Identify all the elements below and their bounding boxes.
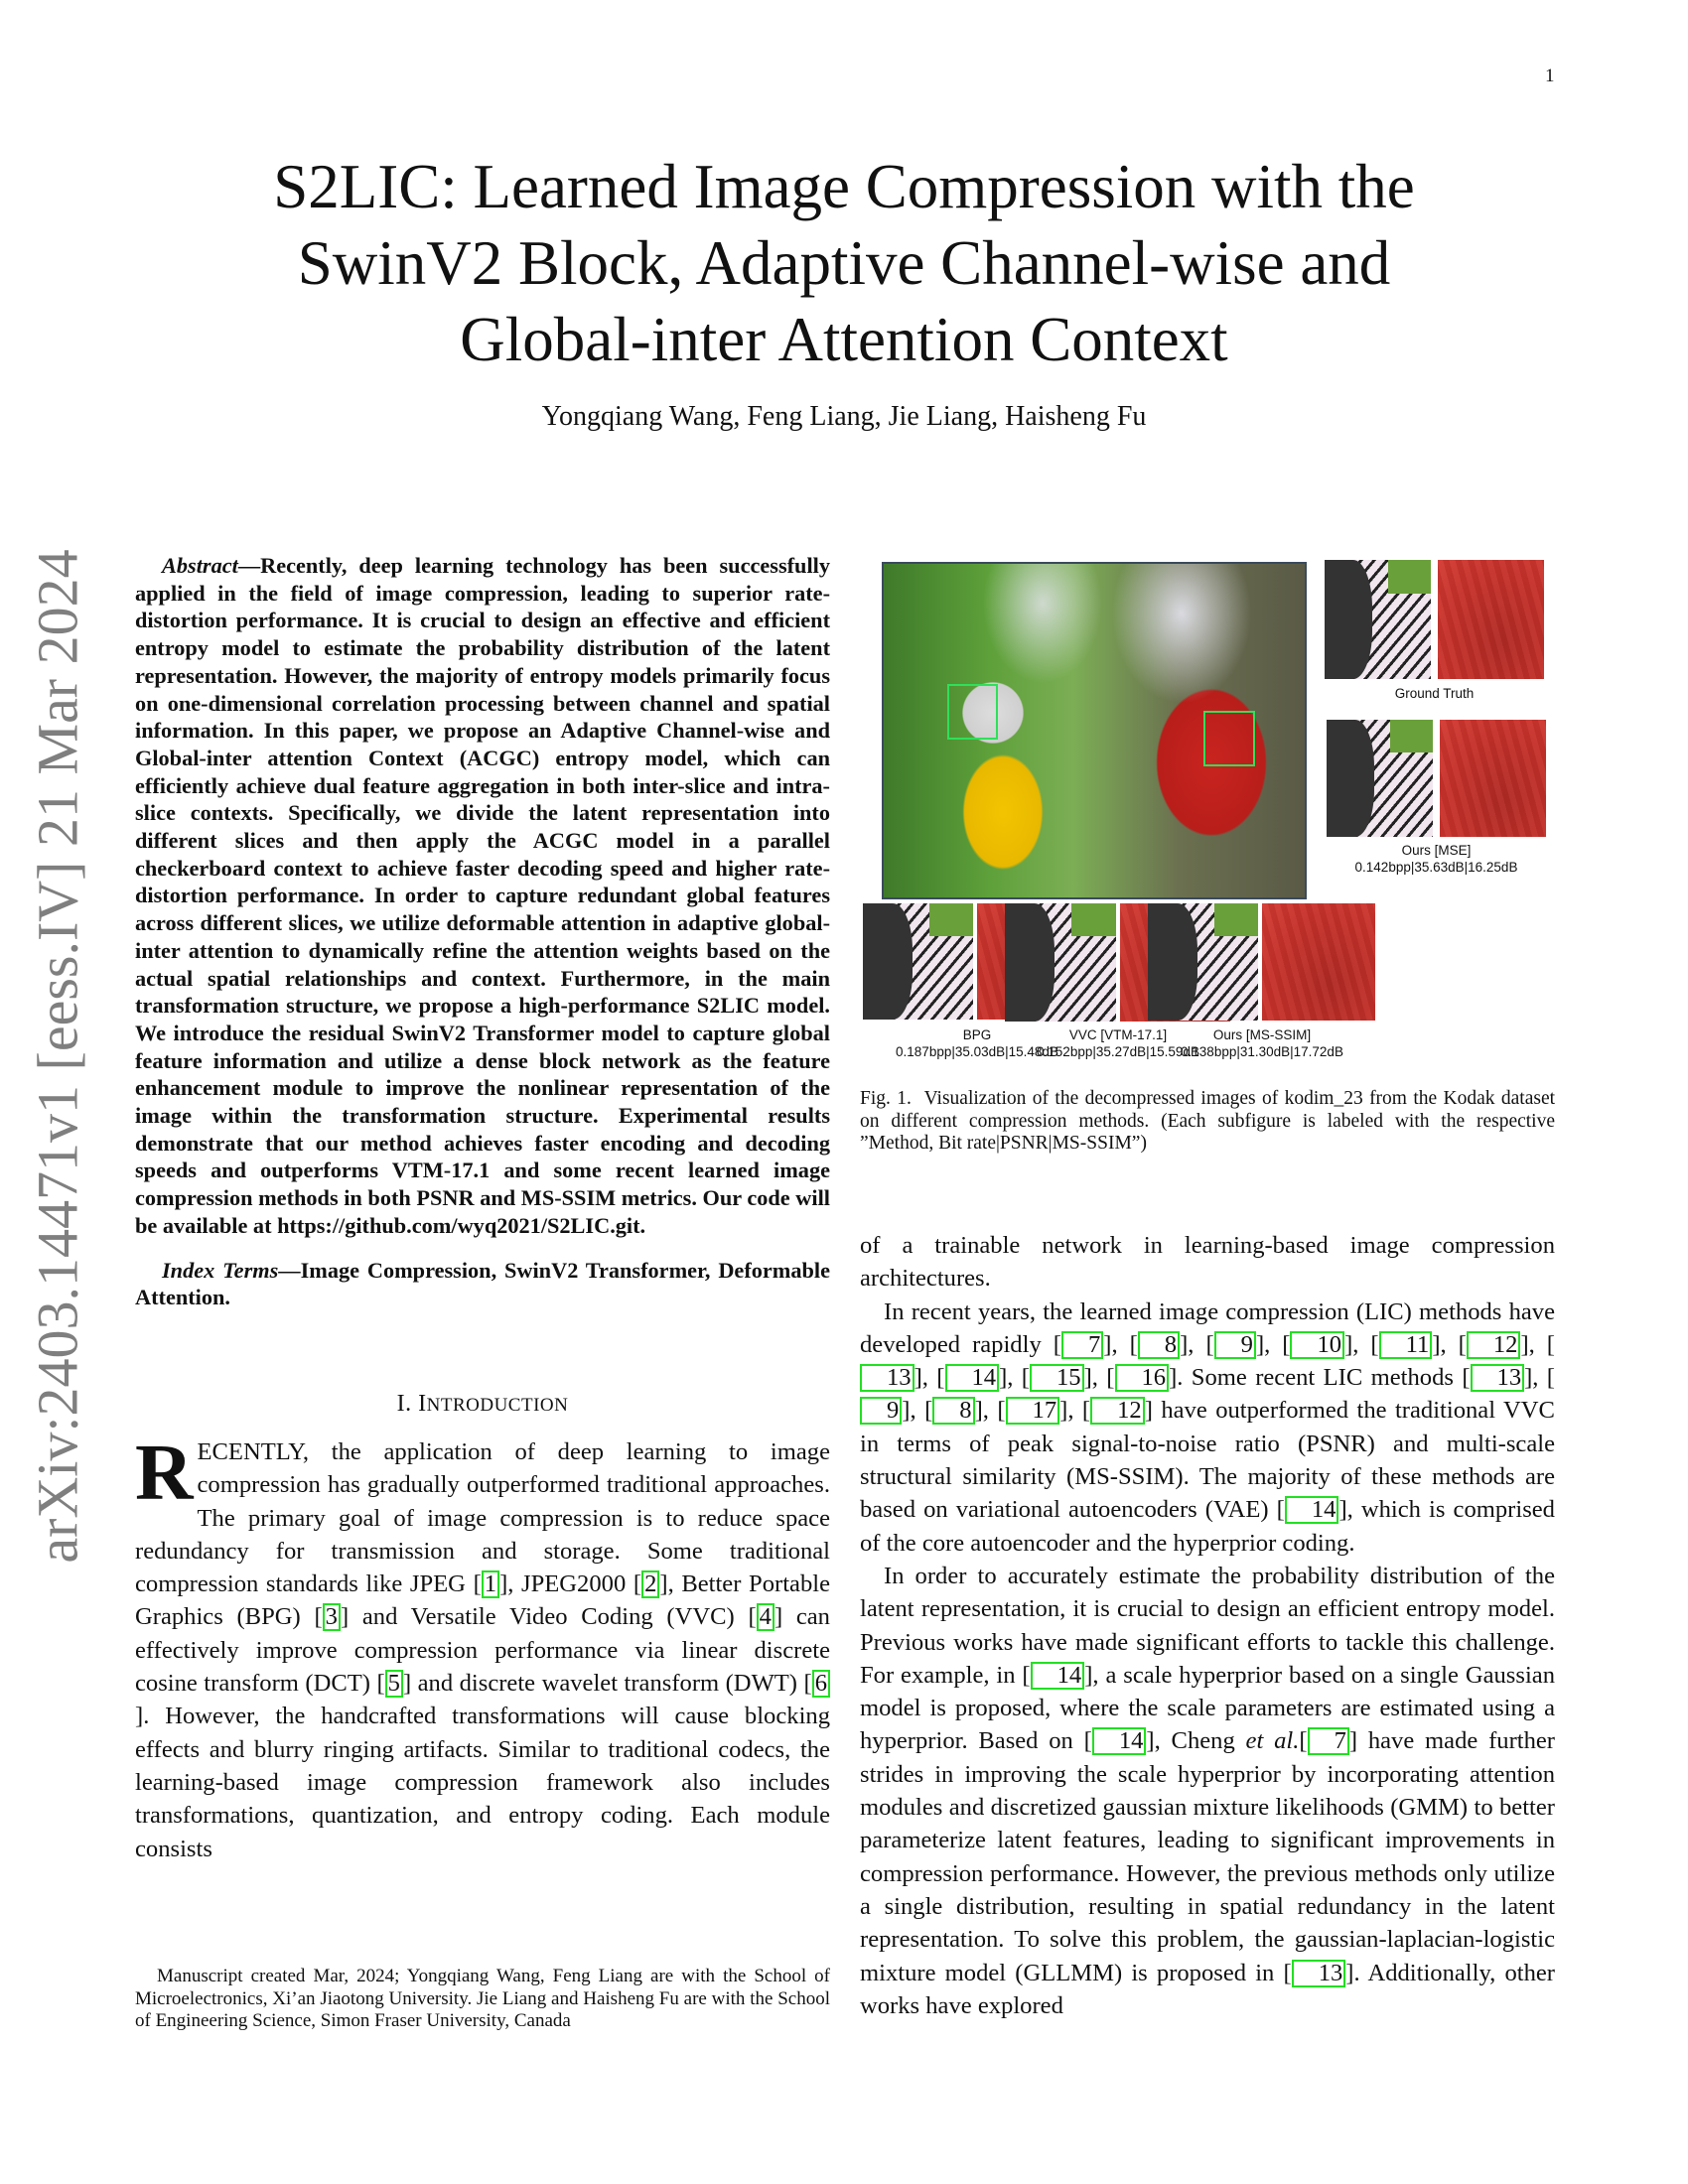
arxiv-stamp: arXiv:2403.14471v1 [eess.IV] 21 Mar 2024 [25,549,90,1564]
citation-link[interactable]: 14 [945,1364,1000,1392]
citation-link[interactable]: 12 [1090,1397,1145,1425]
section-heading-introduction: I. INTRODUCTION [396,1390,569,1417]
citation-link[interactable]: 10 [1290,1331,1344,1359]
author-list: Yongqiang Wang, Feng Liang, Jie Liang, Haisheng Fu [541,401,1147,432]
intro-paragraph-1: RECENTLY, the application of deep learning to image compression has gradually outperformed traditional approaches. The primary goal of image compression is to reduce space redundancy for transmission and storage. Some traditional compression standards like JPEG [ 1 ], JPEG2000 [ 2 ], Better Portable Graphics (BPG) [ 3 ] and Versatile Video Coding (VVC) [ 4 ] can effectively improve compression performance via linear discrete cosine transform (DCT) [ 5 ] and discrete wavelet transform (DWT) [ 6]. However, the handcrafted transformations will cause blocking effects and blurry ringing artifacts. Similar to traditional codecs, the learning-based image compression framework also includes transformations, quantization, and entropy coding. Each module consists [135,1427,830,1862]
figure-1 [860,552,1555,1058]
caption-text: Visualization of the decompressed images of kodim_23 from the Kodak dataset on different compression methods. (Each subfigure is labeled with the respective ”Method, Bit rate|PSNR|MS-SSIM”) [860,1088,1556,1154]
intro-paragraph-continued: of a trainable network in learning-based image compression architectures. [860,1232,1555,1293]
left-column [135,552,830,1865]
page-number: 1 [1545,66,1555,86]
citation-link[interactable]: 6 [812,1670,830,1698]
index-terms-label: Index Terms [162,1257,279,1283]
citation-link[interactable]: 15 [1030,1364,1084,1392]
crop-label-ground-truth: Ground Truth [1394,686,1475,701]
drop-cap: R [135,1427,194,1517]
citation-link[interactable]: 14 [1031,1662,1085,1690]
citation-link[interactable]: 9 [1214,1331,1256,1359]
citation-link[interactable]: 2 [641,1570,659,1598]
crop-ground-truth-red [1438,560,1544,679]
citation-link[interactable]: 11 [1379,1331,1433,1359]
figure-caption [860,1088,1555,1156]
abstract-label: Abstract [162,553,238,578]
citation-link[interactable]: 5 [385,1670,403,1698]
crop-ours-mse-red [1440,720,1546,837]
crop-label-ours-mse: Ours [MSE] 0.142bpp|35.63dB|16.25dB [1354,843,1518,875]
abstract-text: Recently, deep learning technology has been successfully applied in the field of image compression, leading to superior rate-distortion performance. It is crucial to design an effective and efficient entropy model to estimate the probability distribution of the latent representation. However, the majority of entropy models primarily focus on one-dimensional correlation processing between channel and spatial information. In this paper, we propose an Adaptive Channel-wise and Global-inter attention Context (ACGC) entropy model, which can efficiently achieve dual feature aggregation in both inter-slice and intra-slice contexts. Specifically, we divide the latent representation into different slices and then apply the ACGC model in a parallel checkerboard context to achieve faster decoding speed and higher rate-distortion performance. In order to capture redundant global features across different slices, we utilize deformable attention in adaptive global-inter attention to dynamically refine the attention weights based on the actual spatial relationships and context. Furthermore, in the main transformation structure, we propose a high-performance S2LIC model. We introduce the residual SwinV2 Transformer model to capture global feature information and utilize a dense block network as the feature enhancement module to improve the nonlinear representation of the image within the transformation structure. Experimental results demonstrate that our method achieves faster encoding and decoding speeds and outperforms VTM-17.1 and some recent learned image compression methods in both PSNR and MS-SSIM metrics. Our code will be available at https://github.com/wyq2021/S2LIC.git. [135,553,830,1238]
intro-paragraph-2: In recent years, the learned image compression (LIC) methods have developed rapidly [ 7 ], [ 8 ], [ 9 ], [ 10 ], [ 11 ], [ 12 ], [13 ], [ 14 ], [ 15 ], [ 16 ]. Some recent LIC methods [ 13 ], [9 ], [ 8 ], [ 17 ], [ 12 ] have outperformed the traditional VVC in terms of peak signal-to-noise ratio (PSNR) and multi-scale structural similarity (MS-SSIM). The majority of these methods are based on variational autoencoders (VAE) [ 14 ], which is comprised of the core autoencoder and the hyperprior coding. [860,1297,1556,1557]
crop-label-vvc: VVC [VTM-17.1] 0.152bpp|35.27dB|15.59dB [1037,1027,1199,1059]
caption-label: Fig. 1. [860,1088,912,1109]
footnote: Manuscript created Mar, 2024; Yongqiang Wang, Feng Liang are with the School of Microelectronics, Xi’an Jiaotong University. Jie Liang and Haisheng Fu are with the School of Engineering Science, Simon Fraser University, Canada [135,1966,830,2031]
citation-link[interactable]: 17 [1006,1397,1060,1425]
index-terms: Index Terms—Image Compression, SwinV2 Transformer, Deformable Attention. [135,1257,830,1310]
citation-link[interactable]: 7 [1308,1727,1349,1755]
kodim23-parrots-image [882,562,1307,899]
citation-link[interactable]: 13 [1471,1364,1525,1392]
citation-link[interactable]: 13 [1292,1960,1346,1987]
roi-box-red [1203,711,1255,766]
citation-link[interactable]: 9 [860,1397,902,1425]
title-line: S2LIC: Learned Image Compression with the [273,152,1415,221]
crop-label-ours-msssim: Ours [MS-SSIM] 0.138bpp|31.30dB|17.72dB [1181,1027,1343,1059]
citation-link[interactable]: 7 [1061,1331,1103,1359]
crop-ours-mse-zebra [1327,720,1433,837]
citation-link[interactable]: 8 [932,1397,974,1425]
citation-link[interactable]: 1 [482,1570,499,1598]
index-terms-text: Image Compression, SwinV2 Transformer, Deformable Attention. [135,1257,830,1310]
crop-label-bpg: BPG 0.187bpp|35.03dB|15.48dB [896,1027,1058,1059]
title-line: Global-inter Attention Context [460,305,1228,374]
crop-ours-msssim-red [1262,903,1375,1021]
crop-bpg-zebra [863,903,973,1020]
citation-link[interactable]: 16 [1115,1364,1170,1392]
crop-ours-msssim-zebra [1148,903,1258,1021]
citation-link[interactable]: 14 [1285,1496,1339,1524]
citation-link[interactable]: 8 [1138,1331,1180,1359]
title-line: SwinV2 Block, Adaptive Channel-wise and [297,228,1391,298]
crop-vvc-zebra [1005,903,1116,1022]
abstract: Abstract—Recently, deep learning technology has been successfully applied in the field of image compression, leading to superior rate-distortion performance. It is crucial to design an effective and efficient entropy model to estimate the probability distribution of the latent representation. However, the majority of entropy models primarily focus on one-dimensional correlation processing between channel and spatial information. In this paper, we propose an Adaptive Channel-wise and Global-inter attention Context (ACGC) entropy model, which can efficiently achieve dual feature aggregation in both inter-slice and intra-slice contexts. Specifically, we divide the latent representation into different slices and then apply the ACGC model in a parallel checkerboard context to achieve faster decoding speed and higher rate-distortion performance. In order to capture redundant global features across different slices, we utilize deformable attention in adaptive global-inter attention to dynamically refine the attention weights based on the actual spatial relationships and context. Furthermore, in the main transformation structure, we propose a high-performance S2LIC model. We introduce the residual SwinV2 Transformer model to capture global feature information and utilize a dense block network as the feature enhancement module to improve the nonlinear representation of the image within the transformation structure. Experimental results demonstrate that our method achieves faster encoding and decoding speeds and outperforms VTM-17.1 and some recent learned image compression methods in both PSNR and MS-SSIM metrics. Our code will be available at https://github.com/wyq2021/S2LIC.git. [135,553,830,1238]
citation-link[interactable]: 12 [1467,1331,1521,1359]
citation-link[interactable]: 13 [860,1364,914,1392]
citation-link[interactable]: 3 [323,1603,341,1631]
citation-link[interactable]: 14 [1092,1727,1147,1755]
citation-link[interactable]: 4 [757,1603,774,1631]
paper-title [199,149,1489,378]
crop-ground-truth-zebra [1325,560,1431,679]
roi-box-zebra [947,684,998,740]
intro-paragraph-3: In order to accurately estimate the probability distribution of the latent representation, it is crucial to design an efficient entropy model. Previous works have made significant efforts to tackle this challenge. For example, in [ 14 ], a scale hyperprior based on a single Gaussian model is proposed, where the scale parameters are estimated using a hyperprior. Based on [ 14 ], Cheng et al.[ 7 ] have made further strides in improving the scale hyperprior by incorporating attention modules and discretized gaussian mixture likelihoods (GMM) to better parameterize latent features, leading to significant improvements in compression performance. However, the previous methods only utilize a single distribution, resulting in spatial redundancy in the latent representation. To solve this problem, the gaussian-laplacian-logistic mixture model (GLLMM) is proposed in [ 13 ]. Additionally, other works have explored [860,1562,1556,2019]
right-column [860,1229,1555,2022]
